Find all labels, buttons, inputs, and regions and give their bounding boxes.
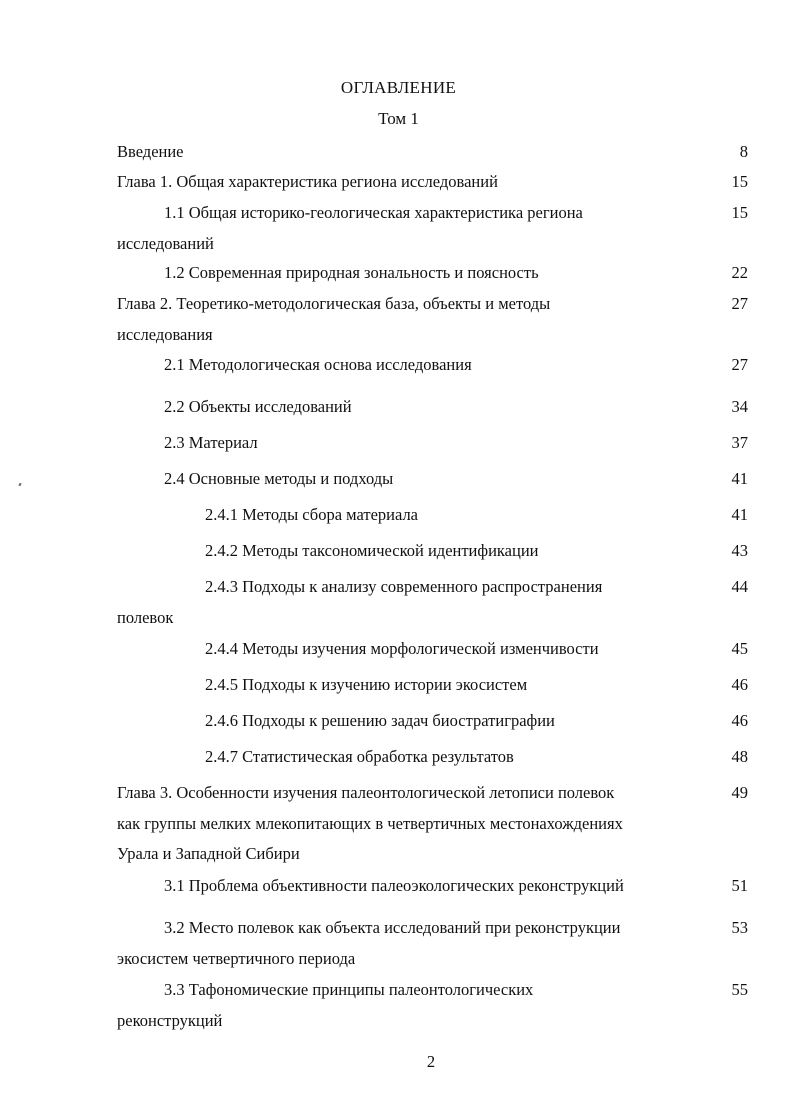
toc-entry-text: Урала и Западной Сибири: [117, 844, 300, 863]
volume-label: Том 1: [378, 109, 419, 128]
toc-entry-text: 2.4.2 Методы таксономической идентификации: [205, 541, 539, 560]
toc-entry-text: Глава 2. Теоретико-методологическая база, объекты и методы: [117, 294, 551, 313]
toc-entry-text: Глава 3. Особенности изучения палеонтологической летописи полевок: [117, 783, 615, 802]
toc-entry-page: 53: [731, 918, 748, 937]
toc-entry-text: исследований: [117, 233, 214, 253]
toc-entry-page: 41: [731, 505, 748, 524]
toc-entry-text: Глава 1. Общая характеристика региона исследований: [117, 172, 498, 191]
toc-entry-text: Введение: [117, 142, 184, 161]
toc-entry-page: 46: [731, 711, 748, 730]
toc-entry-page: 46: [731, 675, 748, 694]
toc-entry-text: как группы мелких млекопитающих в четвертичных местонахождениях: [117, 813, 623, 833]
toc-entry-text: 3.1 Проблема объективности палеоэкологических реконструкций: [164, 876, 624, 895]
toc-entry-page: 15: [731, 203, 748, 222]
toc-entry-page: 43: [731, 541, 748, 560]
toc-entry-text: исследования: [117, 324, 213, 344]
scan-speck: [18, 483, 21, 487]
toc-entry-text: 2.4.1 Методы сбора материала: [205, 505, 419, 524]
toc-entry-text: 2.1 Методологическая основа исследования: [164, 355, 472, 374]
toc-entry-text: реконструкций: [117, 1010, 223, 1030]
toc-entry-text: 2.4.3 Подходы к анализу современного распространения: [205, 577, 603, 596]
toc-entry-page: 55: [731, 980, 748, 999]
toc-entry-text: 2.4.4 Методы изучения морфологической изменчивости: [205, 639, 599, 658]
toc-entry-text: 2.4.5 Подходы к изучению истории экосистем: [205, 675, 528, 694]
toc-entry-text: 3.3 Тафономические принципы палеонтологических: [164, 980, 534, 999]
toc-entry-page: 48: [731, 747, 748, 766]
toc-entry-page: 27: [731, 355, 748, 374]
toc-entry-page: 41: [731, 469, 748, 488]
toc-entry-text: 1.1 Общая историко-геологическая характеристика региона: [164, 203, 583, 222]
toc-entry-page: 51: [731, 876, 748, 895]
toc-entry-page: 15: [731, 172, 748, 191]
toc-entry-page: 45: [731, 639, 748, 658]
toc-entry-page: 37: [731, 433, 748, 452]
toc-entry-text: 2.4 Основные методы и подходы: [164, 469, 394, 488]
toc-entry-page: 27: [731, 294, 748, 313]
toc-title: ОГЛАВЛЕНИЕ: [340, 78, 457, 97]
toc-entry-page: 34: [731, 397, 748, 416]
toc-entry-text: 2.4.7 Статистическая обработка результатов: [205, 747, 514, 766]
toc-entry-text: 2.2 Объекты исследований: [164, 397, 352, 416]
toc-entry-text: 2.3 Материал: [164, 433, 258, 452]
toc-entry-page: 8: [739, 142, 748, 161]
page-number: 2: [426, 1052, 436, 1071]
toc-entry-text: 1.2 Современная природная зональность и поясность: [164, 263, 539, 282]
toc-entry-page: 22: [731, 263, 748, 282]
toc-entry-text: 2.4.6 Подходы к решению задач биостратиграфии: [205, 711, 555, 730]
toc-entry-page: 49: [731, 783, 748, 802]
toc-entry-text: 3.2 Место полевок как объекта исследований при реконструкции: [164, 918, 621, 937]
toc-entry-text: экосистем четвертичного периода: [117, 948, 356, 968]
toc-entry-page: 44: [731, 577, 748, 596]
toc-entry-text: полевок: [117, 608, 174, 627]
